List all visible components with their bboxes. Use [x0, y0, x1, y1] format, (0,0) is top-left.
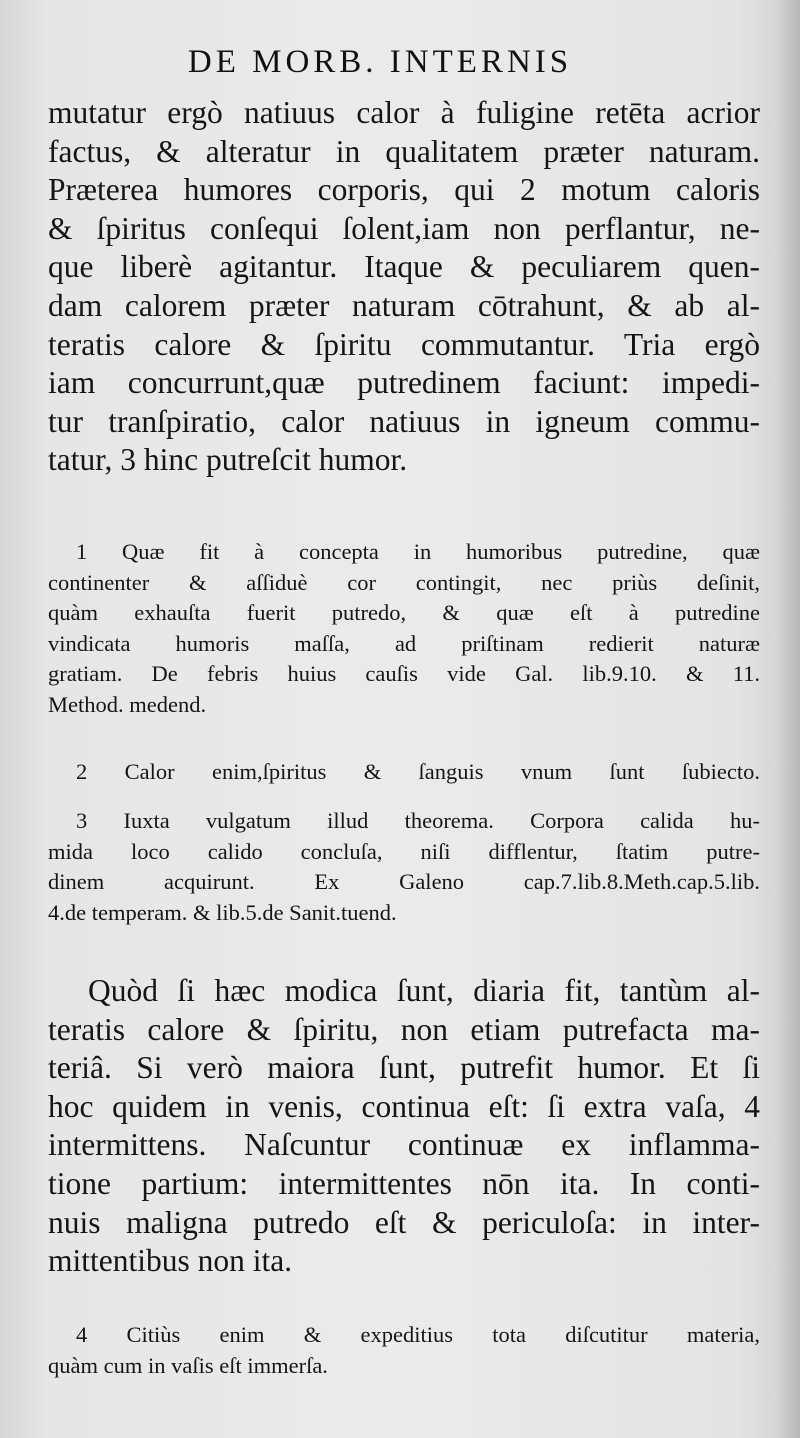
text-line: & ſpiritus conſequi ſolent,iam non perflantur, ne-: [48, 210, 760, 246]
text-line: nuis maligna putredo eſt & periculoſa: in inter-: [48, 1204, 760, 1240]
footnote-3: [48, 806, 760, 928]
note-line: quàm cum in vaſis eſt immerſa.: [48, 1352, 328, 1378]
running-header: DE MORB. INTERNIS: [187, 44, 573, 80]
footnote-1: [48, 537, 760, 721]
main-paragraph-1: [48, 94, 760, 480]
footnote-4: [48, 1320, 760, 1381]
footnote-2: [48, 757, 760, 788]
note-line: vindicata humoris maſſa, ad priſtinam redierit naturæ: [48, 630, 760, 656]
text-line: dam calorem præter naturam cōtrahunt, & ab al-: [48, 287, 760, 323]
note-line: 4 Citiùs enim & expeditius tota diſcutitur materia,: [76, 1322, 760, 1347]
text-line: factus, & alteratur in qualitatem præter naturam.: [48, 133, 760, 169]
text-line: teratis calore & ſpiritu commutantur. Tria ergò: [48, 326, 760, 362]
note-line: 2 Calor enim,ſpiritus & ſanguis vnum ſunt ſubiecto.: [76, 759, 760, 784]
text-line: mittentibus non ita.: [48, 1243, 293, 1279]
note-line: 3 Iuxta vulgatum illud theorema. Corpora calida hu-: [76, 808, 760, 833]
text-line: teratis calore & ſpiritu, non etiam putrefacta ma-: [48, 1011, 760, 1047]
text-line: intermittens. Naſcuntur continuæ ex inflamma-: [48, 1127, 760, 1163]
page-edge-shadow: [776, 0, 800, 1438]
text-line: iam concurrunt,quæ putredinem faciunt: impedi-: [48, 365, 760, 401]
text-line: Quòd ſi hæc modica ſunt, diaria fit, tantùm al-: [88, 973, 760, 1008]
text-line: que liberè agitantur. Itaque & peculiarem quen-: [48, 249, 760, 285]
note-line: mida loco calido concluſa, niſi difflentur, ſtatim putre-: [48, 838, 760, 864]
text-line: tatur, 3 hinc putreſcit humor.: [48, 442, 408, 478]
text-line: tione partium: intermittentes nōn ita. In conti-: [48, 1165, 760, 1201]
note-line: dinem acquirunt. Ex Galeno cap.7.lib.8.Meth.cap.5.lib.: [48, 869, 760, 895]
text-line: hoc quidem in venis, continua eſt: ſi extra vaſa, 4: [48, 1088, 760, 1124]
text-line: teriâ. Si verò maiora ſunt, putrefit humor. Et ſi: [48, 1050, 760, 1086]
main-paragraph-2: [48, 972, 760, 1281]
note-line: continenter & aſſiduè cor contingit, nec priùs deſinit,: [48, 569, 760, 595]
text-line: mutatur ergò natiuus calor à fuligine retēta acrior: [48, 95, 760, 130]
note-line: quàm exhauſta fuerit putredo, & quæ eſt à putredine: [48, 600, 760, 626]
note-line: Method. medend.: [48, 691, 207, 717]
note-line: gratiam. De febris huius cauſis vide Gal. lib.9.10. & 11.: [48, 661, 760, 687]
text-line: Præterea humores corporis, qui 2 motum caloris: [48, 172, 760, 208]
note-line: 4.de temperam. & lib.5.de Sanit.tuend.: [48, 899, 397, 925]
text-line: tur tranſpiratio, calor natiuus in igneum commu-: [48, 403, 760, 439]
note-line: 1 Quæ fit à concepta in humoribus putredine, quæ: [76, 539, 760, 564]
